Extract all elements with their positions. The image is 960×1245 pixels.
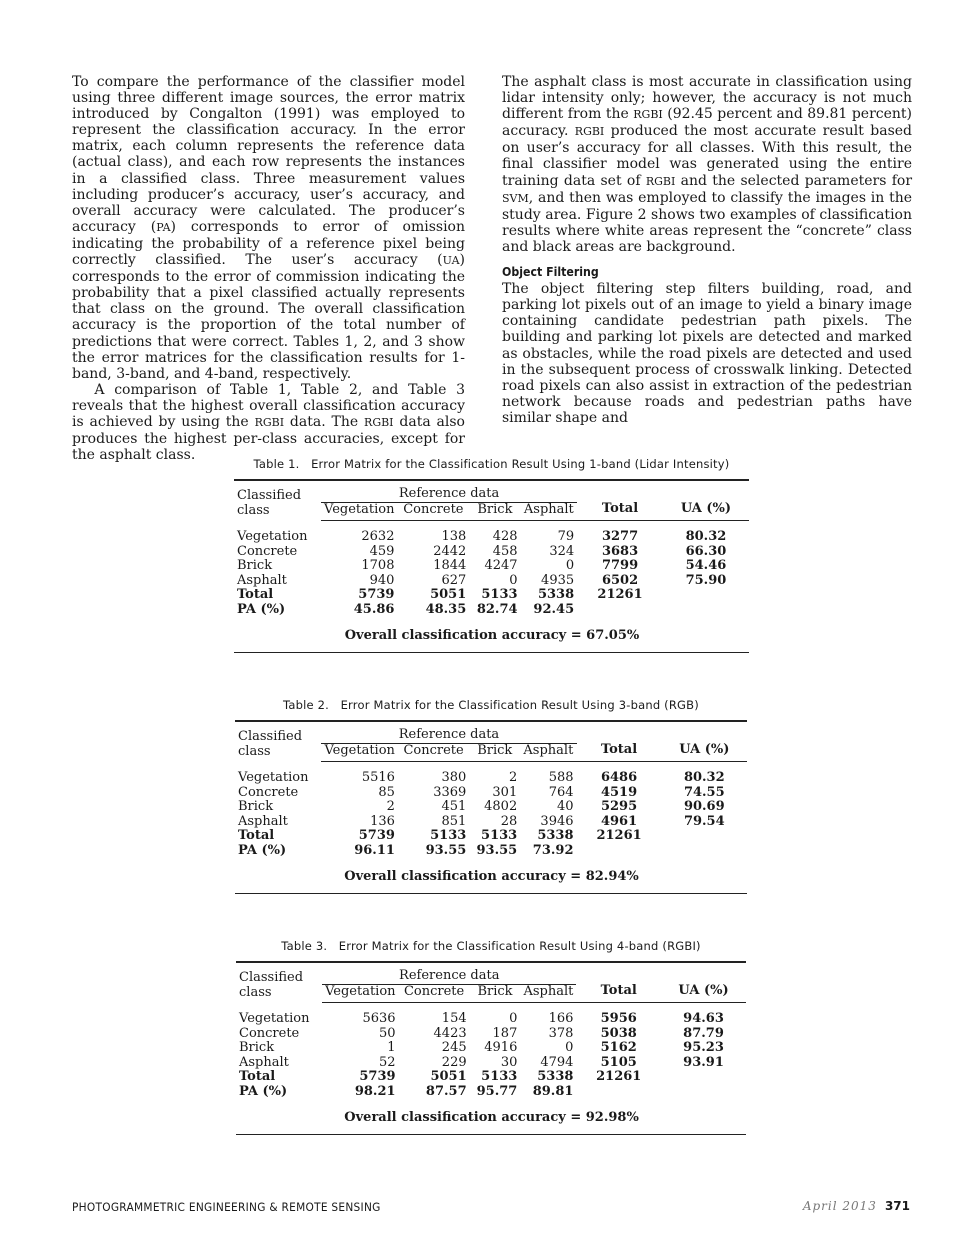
- section-heading: Object Filtering: [502, 264, 599, 280]
- row-total: 5295: [600, 799, 638, 814]
- producer-accuracy: 45.86: [353, 601, 395, 617]
- column-header: Vegetation: [322, 984, 398, 1003]
- matrix-cell: 1: [387, 1040, 396, 1055]
- empty-cell: [661, 1070, 746, 1085]
- matrix-cell: 627: [441, 572, 467, 588]
- row-label: Brick: [239, 1040, 275, 1055]
- matrix-cell: 1708: [361, 558, 395, 573]
- matrix-cell: 380: [441, 770, 467, 785]
- user-accuracy: 95.23: [683, 1040, 724, 1055]
- matrix-cell: 0: [509, 572, 518, 588]
- overall-accuracy-row: [234, 623, 749, 652]
- row-label: PA (%): [238, 842, 287, 858]
- table-title: Error Matrix for the Classification Result Using 4-band (RGBI): [338, 939, 701, 953]
- user-accuracy: 74.55: [683, 784, 725, 800]
- reference-data-header: Reference data: [321, 721, 576, 743]
- grand-total: 21261: [596, 828, 642, 843]
- matrix-cell: 940: [369, 572, 395, 588]
- matrix-cell: 451: [441, 799, 467, 814]
- row-total: 5162: [600, 1040, 637, 1055]
- row-total: 5956: [600, 1011, 637, 1026]
- user-accuracy: 75.90: [685, 572, 727, 588]
- table-title: Error Matrix for the Classification Result Using 1-band (Lidar Intensity): [311, 457, 730, 471]
- matrix-cell: 428: [492, 529, 518, 544]
- error-matrix: [234, 479, 749, 653]
- column-total: 5338: [537, 1069, 574, 1084]
- user-accuracy: 87.79: [683, 1025, 724, 1041]
- total-header: Total: [576, 984, 661, 1003]
- user-accuracy: 94.63: [683, 1011, 724, 1026]
- matrix-cell: 2442: [433, 543, 467, 559]
- matrix-cell: 4802: [484, 799, 518, 814]
- column-header: Brick: [469, 743, 520, 762]
- row-label: PA (%): [237, 601, 286, 617]
- table-row: [234, 574, 749, 589]
- column-total: 5133: [481, 1069, 518, 1084]
- producer-accuracy: 89.81: [532, 1083, 574, 1099]
- matrix-cell: 50: [379, 1025, 396, 1041]
- producer-accuracy: 96.11: [354, 842, 395, 858]
- column-total: 5051: [430, 587, 467, 602]
- table-row: [235, 815, 747, 830]
- right-paragraph-2: The object filtering step filters building, road, and parking lot pixels out of an image to yield a binary image containing candidate pedestrian path pixels. The building and parking lot pixels are detected and marked as obstacles, while the road pixels are detected and used in the subsequent process of crosswalk linking. Detected road pixels can also assist in extraction of the pedestrian network because roads and pedestrian paths have similar shape and: [502, 281, 912, 426]
- matrix-cell: 4916: [484, 1040, 518, 1055]
- empty-cell: [663, 603, 749, 624]
- matrix-cell: 3369: [433, 784, 467, 800]
- matrix-cell: 324: [549, 543, 575, 559]
- column-total: 5051: [430, 1069, 467, 1084]
- table-row: [236, 1041, 746, 1056]
- user-accuracy: 80.32: [685, 529, 727, 544]
- right-paragraph-1: The asphalt class is most accurate in classification using lidar intensity only; however, the accuracy is not much different from the RGBI (92.45 percent and 89.81 percent) accuracy. RGBI produced the most accurate result based on user’s accuracy for all classes. With this result, the final classifier model was generated using the entire training data set of RGBI and the selected parameters for SVM, and then was employed to classify the images in the study area. Figure 2 shows two examples of classification results where white areas represent the “concrete” class and black areas are background.: [502, 74, 913, 255]
- row-label: Vegetation: [237, 528, 308, 544]
- column-total: 5133: [481, 587, 518, 602]
- row-total: 4519: [600, 784, 638, 800]
- matrix-cell: 166: [548, 1011, 574, 1026]
- table-row: [235, 800, 747, 815]
- producer-accuracy: 87.57: [425, 1083, 467, 1099]
- overall-accuracy-row: [236, 1105, 746, 1134]
- column-header: Concrete: [398, 743, 469, 762]
- classified-class-header: Classified class: [237, 488, 302, 518]
- empty-cell: [235, 864, 321, 893]
- column-total: 5338: [537, 587, 575, 602]
- total-row: [236, 1070, 746, 1085]
- row-label: Brick: [238, 799, 274, 814]
- column-header: Brick: [469, 502, 520, 521]
- row-label: Total: [238, 828, 275, 843]
- table-caption: [236, 939, 746, 953]
- matrix-cell: 1844: [433, 558, 467, 573]
- table-row: [235, 786, 747, 801]
- producer-accuracy: 98.21: [354, 1083, 396, 1099]
- ua-header: UA (%): [663, 502, 749, 521]
- ua-header: UA (%): [662, 743, 747, 762]
- empty-cell: [577, 844, 662, 865]
- matrix-cell: 4423: [433, 1025, 467, 1041]
- empty-cell: [576, 1085, 661, 1106]
- empty-cell: [663, 623, 749, 652]
- row-label: Vegetation: [239, 1010, 310, 1026]
- matrix-cell: 301: [492, 784, 518, 800]
- matrix-cell: 851: [441, 813, 467, 829]
- matrix-cell: 588: [548, 770, 574, 785]
- table-caption: [235, 698, 747, 712]
- user-accuracy: 80.32: [683, 770, 725, 785]
- reference-data-header: Reference data: [322, 962, 576, 984]
- error-matrix: [235, 720, 747, 894]
- matrix-cell: 0: [509, 1011, 518, 1026]
- matrix-cell: 245: [441, 1040, 467, 1055]
- matrix-cell: 459: [369, 543, 395, 559]
- user-accuracy: 66.30: [685, 543, 727, 559]
- empty-cell: [662, 864, 747, 893]
- row-total: 5105: [600, 1054, 637, 1070]
- ua-header: UA (%): [661, 984, 746, 1003]
- column-total: 5739: [358, 587, 395, 602]
- overall-accuracy: Overall classification accuracy = 67.05%: [344, 628, 640, 643]
- matrix-cell: 28: [500, 813, 518, 829]
- table-row: [236, 1003, 746, 1027]
- footer-journal: PHOTOGRAMMETRIC ENGINEERING & REMOTE SENSING: [72, 1200, 381, 1214]
- total-header: Total: [577, 743, 662, 762]
- user-accuracy: 93.91: [683, 1054, 724, 1070]
- table-row: [236, 1027, 746, 1042]
- producer-accuracy: 73.92: [532, 842, 574, 858]
- row-label: Vegetation: [238, 769, 309, 785]
- matrix-cell: 40: [556, 799, 574, 814]
- error-matrix-table-1: [234, 457, 749, 653]
- empty-cell: [661, 1085, 746, 1106]
- total-row: [235, 829, 747, 844]
- pa-row: [236, 1085, 746, 1106]
- column-header: Vegetation: [321, 502, 397, 521]
- overall-accuracy: Overall classification accuracy = 82.94%: [344, 869, 639, 884]
- total-row: [234, 588, 749, 603]
- grand-total: 21261: [597, 587, 643, 602]
- matrix-cell: 5636: [362, 1011, 396, 1026]
- row-label: Concrete: [238, 784, 299, 800]
- table-row: [234, 545, 749, 560]
- footer-date: April 2013: [802, 1199, 877, 1213]
- user-accuracy: 90.69: [683, 799, 725, 814]
- row-label: Total: [237, 587, 274, 602]
- matrix-cell: 138: [441, 529, 467, 544]
- error-matrix-table-2: [235, 698, 747, 894]
- row-label: Brick: [237, 558, 273, 573]
- left-paragraph-1: To compare the performance of the classifier model using three different image sources, the error matrix introduced by Congalton (1991) was employed to represent the classification accuracy. In the error matrix, each column represents the reference data (actual class), and each row represents the instances in a classified class. Three measurement values including producer’s accuracy, user’s accuracy, and overall accuracy were calculated. The producer’s accuracy (PA) corresponds to error of omission indicating the probability of a reference pixel being correctly classified. The user’s accuracy (UA) corresponds to the error of commission indicating the probability that a pixel classified actually represents that class on the ground. The overall classification accuracy is the proportion of the total number of predictions that were correct. Tables 1, 2, and 3 show the error matrices for the classification results for 1-band, 3-band, and 4-band, respectively.: [72, 74, 465, 382]
- matrix-cell: 229: [441, 1054, 467, 1070]
- row-total: 3683: [601, 543, 639, 559]
- empty-cell: [236, 1105, 322, 1134]
- row-label: Concrete: [239, 1025, 300, 1041]
- matrix-cell: 4794: [540, 1054, 574, 1070]
- row-label: Total: [239, 1069, 276, 1084]
- table-caption: [234, 457, 749, 471]
- pa-row: [234, 603, 749, 624]
- row-label: Asphalt: [239, 1054, 289, 1070]
- column-total: 5133: [430, 828, 467, 843]
- column-total: 5133: [481, 828, 518, 843]
- error-matrix-table-3: [236, 939, 746, 1135]
- grand-total: 21261: [596, 1069, 642, 1084]
- matrix-cell: 764: [548, 784, 574, 800]
- row-total: 5038: [600, 1025, 637, 1041]
- producer-accuracy: 93.55: [425, 842, 467, 858]
- column-header: Concrete: [399, 984, 470, 1003]
- column-header: Brick: [470, 984, 521, 1003]
- matrix-cell: 458: [492, 543, 518, 559]
- overall-accuracy-row: [235, 864, 747, 893]
- matrix-cell: 30: [500, 1054, 518, 1070]
- matrix-cell: 2: [386, 799, 395, 814]
- right-column: [502, 74, 912, 426]
- empty-cell: [661, 1105, 746, 1134]
- matrix-cell: 0: [565, 1040, 574, 1055]
- row-total: 6502: [601, 572, 639, 588]
- table-row: [234, 521, 749, 545]
- producer-accuracy: 95.77: [476, 1083, 518, 1099]
- empty-cell: [663, 588, 749, 603]
- producer-accuracy: 92.45: [533, 601, 575, 617]
- matrix-cell: 187: [492, 1025, 518, 1041]
- left-column: [72, 74, 465, 463]
- column-total: 5338: [537, 828, 574, 843]
- footer-right: [803, 1199, 910, 1213]
- total-header: Total: [577, 502, 663, 521]
- table-row: [236, 1056, 746, 1071]
- row-total: 3277: [601, 529, 639, 544]
- table-row: [235, 762, 747, 786]
- matrix-cell: 378: [548, 1025, 574, 1041]
- producer-accuracy: 93.55: [476, 842, 518, 858]
- table-title: Error Matrix for the Classification Result Using 3-band (RGB): [340, 698, 699, 712]
- row-total: 6486: [600, 770, 638, 785]
- empty-cell: [577, 603, 663, 624]
- table-label: Table 3.: [281, 939, 328, 953]
- table-label: Table 2.: [283, 698, 330, 712]
- column-header: Asphalt: [520, 743, 576, 762]
- matrix-cell: 52: [379, 1054, 396, 1070]
- row-label: Asphalt: [238, 813, 288, 829]
- matrix-cell: 4247: [484, 558, 518, 573]
- left-paragraph-2: A comparison of Table 1, Table 2, and Table 3 reveals that the highest overall classification accuracy is achieved by using the RGBI data. The RGBI data also produces the highest per-class accuracies, except for the asphalt class.: [72, 381, 465, 464]
- empty-cell: [662, 829, 747, 844]
- matrix-cell: 0: [565, 558, 575, 573]
- matrix-cell: 2: [508, 770, 518, 785]
- producer-accuracy: 82.74: [476, 601, 518, 617]
- row-label: Asphalt: [237, 572, 287, 588]
- classified-class-header: Classified class: [239, 970, 304, 1000]
- empty-cell: [662, 844, 747, 865]
- user-accuracy: 79.54: [683, 813, 725, 829]
- column-header: Concrete: [397, 502, 469, 521]
- matrix-cell: 79: [557, 529, 575, 544]
- reference-data-header: Reference data: [321, 480, 577, 502]
- column-header: Asphalt: [520, 984, 576, 1003]
- table-row: [234, 559, 749, 574]
- row-label: Concrete: [237, 543, 298, 559]
- matrix-cell: 2632: [361, 529, 395, 544]
- column-header: Asphalt: [521, 502, 578, 521]
- column-total: 5739: [359, 1069, 396, 1084]
- table-label: Table 1.: [253, 457, 300, 471]
- overall-accuracy: Overall classification accuracy = 92.98%: [344, 1110, 639, 1125]
- classified-class-header: Classified class: [238, 729, 303, 759]
- empty-cell: [234, 623, 321, 652]
- column-total: 5739: [358, 828, 395, 843]
- page-number: 371: [884, 1199, 910, 1213]
- matrix-cell: 154: [441, 1011, 467, 1026]
- row-label: PA (%): [239, 1083, 288, 1099]
- matrix-cell: 5516: [361, 770, 395, 785]
- row-total: 4961: [600, 813, 638, 829]
- user-accuracy: 54.46: [685, 558, 727, 573]
- column-header: Vegetation: [321, 743, 397, 762]
- matrix-cell: 136: [370, 813, 395, 829]
- matrix-cell: 4935: [541, 572, 575, 588]
- matrix-cell: 3946: [540, 813, 574, 829]
- matrix-cell: 85: [378, 784, 395, 800]
- producer-accuracy: 48.35: [425, 601, 467, 617]
- row-total: 7799: [601, 558, 639, 573]
- error-matrix: [236, 961, 746, 1135]
- pa-row: [235, 844, 747, 865]
